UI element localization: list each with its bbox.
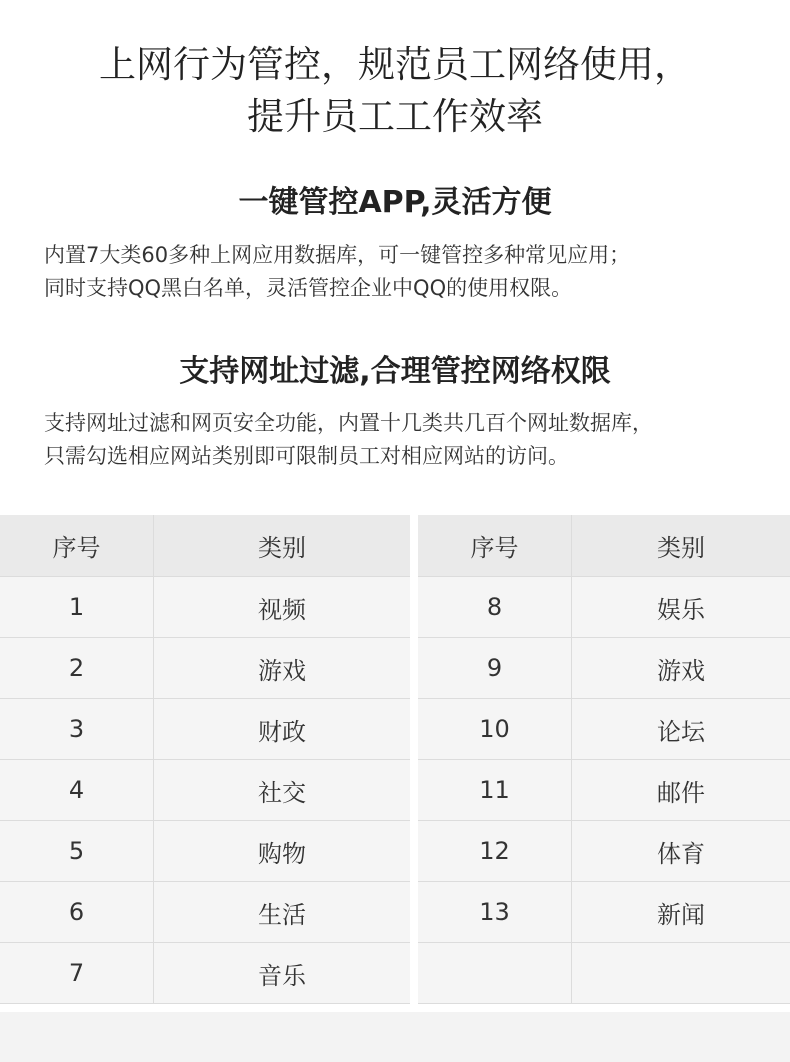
- table-row: [418, 699, 790, 760]
- row-category: 视频: [154, 577, 411, 638]
- row-index: 6: [0, 882, 154, 943]
- section-url-line1: 支持网址过滤和网页安全功能，内置十几类共几百个网址数据库，: [44, 411, 653, 435]
- section-url-line2: 只需勾选相应网站类别即可限制员工对相应网站的访问。: [44, 444, 569, 468]
- page-title-line1: 上网行为管控，规范员工网络使用，: [99, 43, 691, 86]
- row-category: 游戏: [572, 638, 790, 699]
- row-index: 13: [418, 882, 572, 943]
- section-url-title: 支持网址过滤,合理管控网络权限: [179, 354, 611, 389]
- table-row: [0, 882, 410, 943]
- row-category: 论坛: [572, 699, 790, 760]
- table-row: [0, 577, 410, 638]
- row-index: 10: [418, 699, 572, 760]
- column-header-index: 序号: [418, 515, 572, 577]
- category-table-right: [418, 515, 790, 1004]
- row-category: 邮件: [572, 760, 790, 821]
- row-category: 音乐: [154, 943, 411, 1004]
- row-category: 娱乐: [572, 577, 790, 638]
- row-index: 5: [0, 821, 154, 882]
- table-row: [0, 699, 410, 760]
- table-row: [418, 760, 790, 821]
- row-index: 2: [0, 638, 154, 699]
- section-url-description: [44, 407, 764, 473]
- row-index: 1: [0, 577, 154, 638]
- row-category: 体育: [572, 821, 790, 882]
- row-index: 9: [418, 638, 572, 699]
- column-header-index: 序号: [0, 515, 154, 577]
- row-category: [572, 943, 790, 1004]
- row-category: 社交: [154, 760, 411, 821]
- page-title-line2: 提升员工工作效率: [247, 95, 543, 138]
- table-header-row: [418, 515, 790, 577]
- row-category: 财政: [154, 699, 411, 760]
- table-row: [418, 638, 790, 699]
- column-header-category: 类别: [572, 515, 790, 577]
- row-index: 3: [0, 699, 154, 760]
- section-app-description: [44, 239, 764, 305]
- row-index: 4: [0, 760, 154, 821]
- row-category: 生活: [154, 882, 411, 943]
- row-category: 游戏: [154, 638, 411, 699]
- column-header-category: 类别: [154, 515, 411, 577]
- section-app-line2: 同时支持QQ黑白名单，灵活管控企业中QQ的使用权限。: [44, 276, 573, 300]
- table-row: [418, 821, 790, 882]
- table-row-empty: [418, 943, 790, 1004]
- table-row: [0, 943, 410, 1004]
- row-category: 购物: [154, 821, 411, 882]
- row-category: 新闻: [572, 882, 790, 943]
- table-row: [0, 760, 410, 821]
- table-row: [0, 638, 410, 699]
- row-index: 11: [418, 760, 572, 821]
- category-table-left: [0, 515, 410, 1004]
- row-index: 7: [0, 943, 154, 1004]
- table-row: [418, 882, 790, 943]
- table-row: [418, 577, 790, 638]
- row-index: [418, 943, 572, 1004]
- row-index: 8: [418, 577, 572, 638]
- row-index: 12: [418, 821, 572, 882]
- table-header-row: [0, 515, 410, 577]
- section-app-line1: 内置7大类60多种上网应用数据库，可一键管控多种常见应用；: [44, 243, 631, 267]
- table-row: [0, 821, 410, 882]
- footer-band: [0, 1012, 790, 1062]
- section-app-title: 一键管控APP,灵活方便: [238, 185, 552, 220]
